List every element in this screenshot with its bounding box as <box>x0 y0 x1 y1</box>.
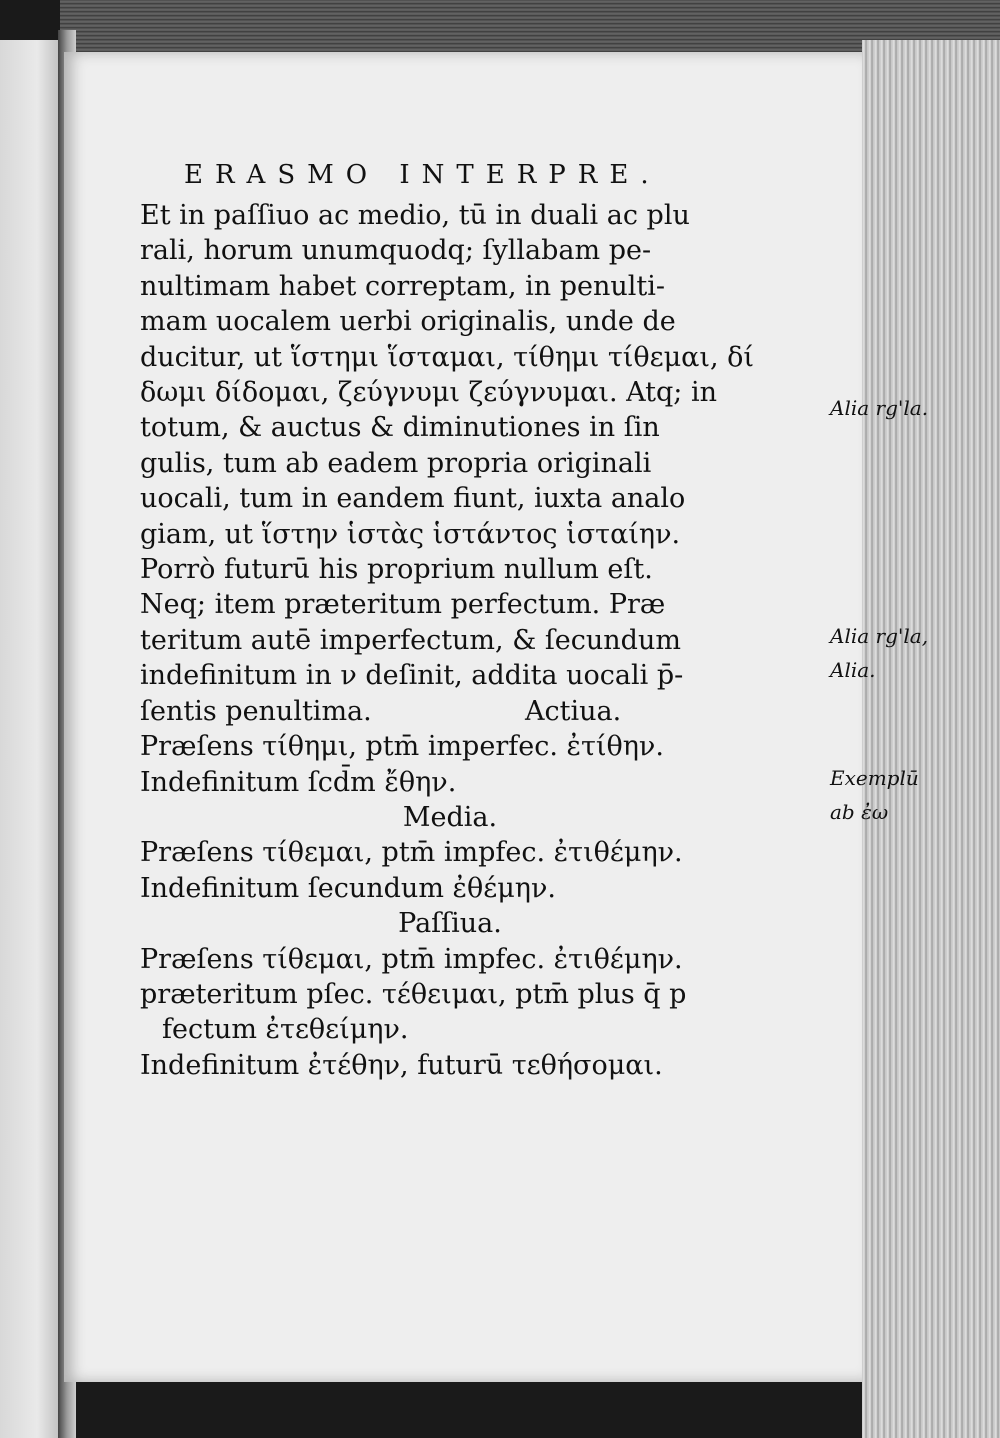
top-page-edges <box>60 0 1000 56</box>
body-line: Neq; item præteritum perfectum. Præ <box>140 589 666 621</box>
body-line-with-heading <box>140 694 700 729</box>
passiua-line: Indefinitum ἐτέθην, futurū τεθήσομαι. <box>140 1049 663 1081</box>
passiua-heading: Paſſiua. <box>398 908 502 940</box>
body-line: uocali, tum in eandem fiunt, iuxta analo <box>140 483 686 515</box>
margin-note: Alia rg'la, <box>830 624 929 648</box>
activa-line: Præſens τίθημι, ptm̄ imperfec. ἐτίθην. <box>140 731 664 763</box>
margin-note: Exemplū <box>830 766 919 790</box>
body-line: δωμι δίδομαι, ζεύγνυμι ζεύγνυμαι. Atq; in <box>140 377 717 409</box>
body-line: gulis, tum ab eadem propria originali <box>140 447 652 479</box>
body-line: indefinitum in ν deſinit, addita uocali p̄- <box>140 660 684 692</box>
media-line: Præſens τίθεμαι, ptm̄ impfec. ἐτιθέμην. <box>140 837 683 869</box>
margin-note: ab ἐω <box>830 800 889 824</box>
margin-note: Alia rg'la. <box>830 396 929 420</box>
left-facing-page <box>0 40 64 1438</box>
media-heading: Media. <box>402 801 498 833</box>
margin-note: Alia. <box>830 658 876 682</box>
running-head: ERASMO INTERPRE. <box>184 160 661 190</box>
body-line: nultimam habet correptam, in penulti- <box>140 270 666 302</box>
media-line: Indefinitum ſecundum ἐθέμην. <box>140 872 556 904</box>
body-line: Et in paſſiuo ac medio, tū in duali ac plu <box>140 200 690 231</box>
passiua-line: fectum ἐτεθείμην. <box>162 1014 409 1046</box>
activa-heading: Actiua. <box>525 695 622 727</box>
text-block <box>140 160 929 1083</box>
body-line: ſentis penultima. <box>140 695 372 727</box>
body-line: teritum autē imperfectum, & ſecundum <box>140 624 681 656</box>
body-line: Porrò futurū his proprium nullum eſt. <box>140 554 653 586</box>
body-line: ducitur, ut ἵστημι ἵσταμαι, τίθημι τίθεμαι, δί <box>140 341 754 373</box>
body-line: mam uocalem uerbi originalis, unde de <box>140 306 676 338</box>
body-line: totum, & auctus & diminutiones in ſin <box>140 412 660 444</box>
passiua-line: Præſens τίθεμαι, ptm̄ impfec. ἐτιθέμην. <box>140 943 683 975</box>
activa-line: Indefinitum ſcd̄m ἔθην. <box>140 766 457 798</box>
passiua-line: præteritum pſec. τέθειμαι, ptm̄ plus q̄ p <box>140 978 687 1010</box>
body-line: giam, ut ἵστην ἱστὰς ἱστάντος ἱσταίην. <box>140 518 681 550</box>
body-line: rali, horum unumquodq; ſyllabam pe- <box>140 235 652 267</box>
right-page-edges <box>862 40 1000 1438</box>
